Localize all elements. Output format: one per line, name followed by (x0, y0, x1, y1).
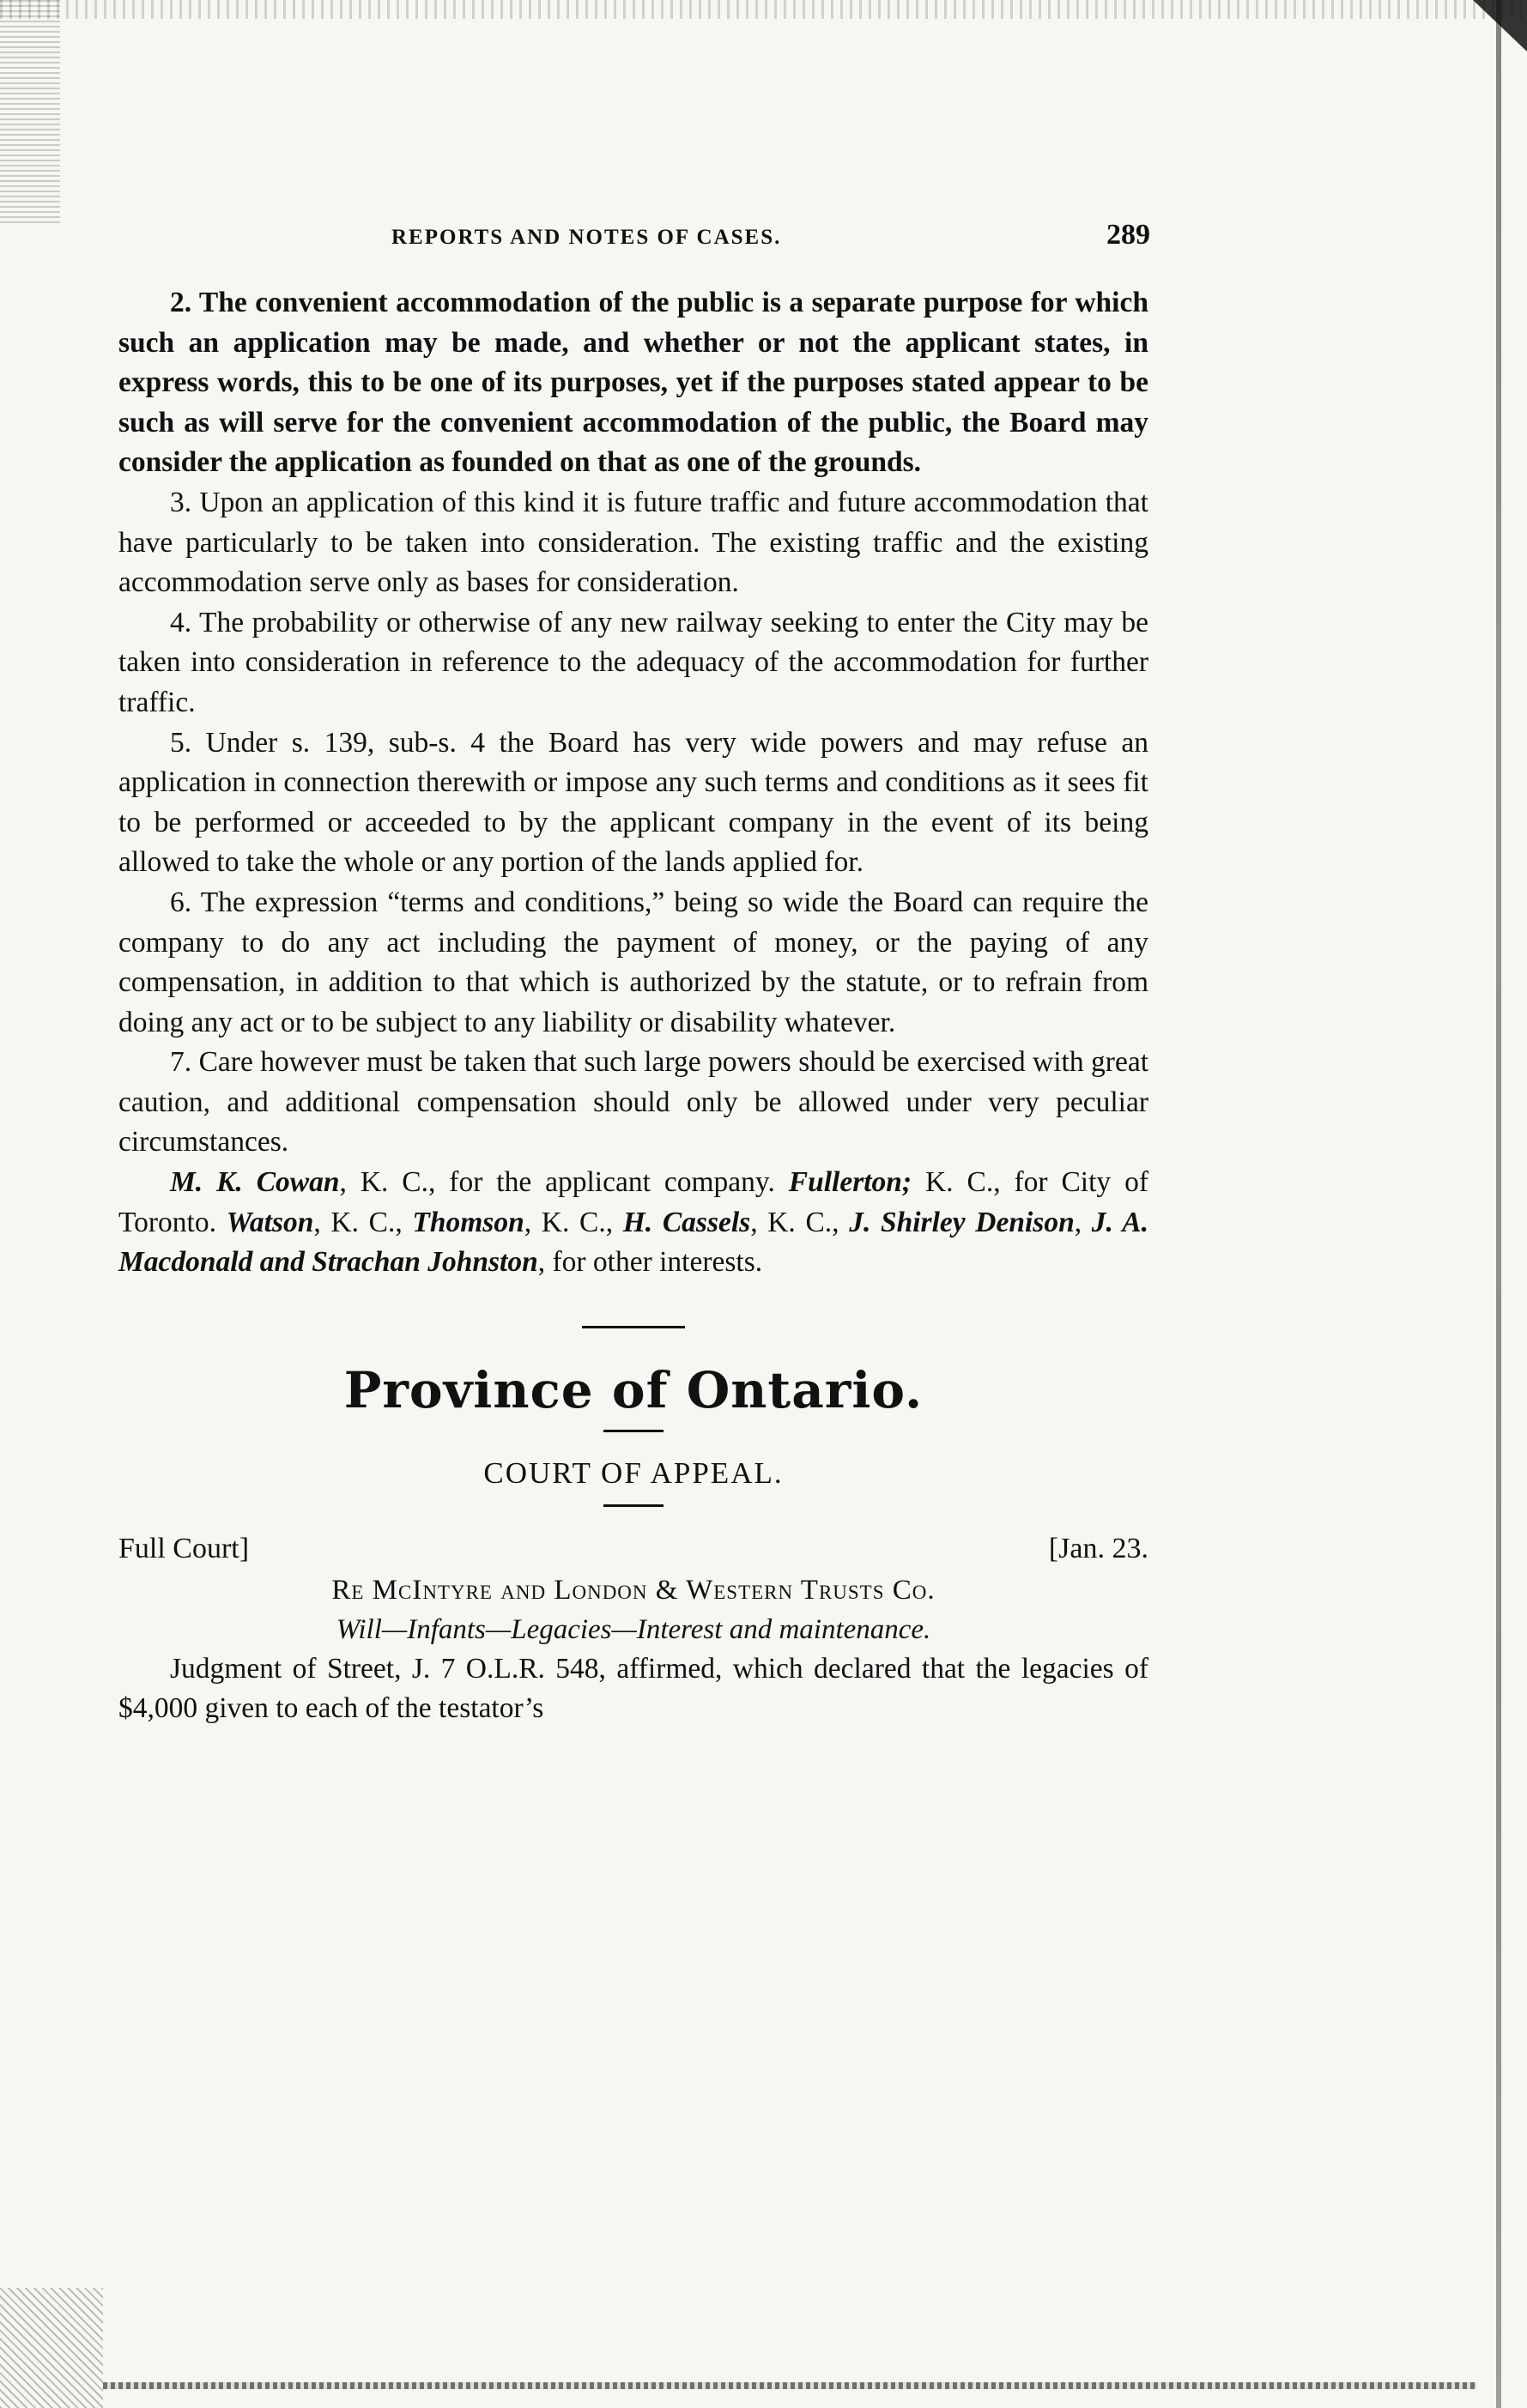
running-head: REPORTS AND NOTES OF CASES. (391, 226, 782, 249)
page-body (118, 283, 1148, 1729)
province-heading: Province of Ontario. (343, 1360, 924, 1419)
heading-divider (603, 1430, 664, 1432)
counsel-text: , (1074, 1206, 1092, 1238)
headnote-paragraph-2: 2. The convenient accommodation of the public is a separate purpose for which such an application may be made, and whether or not the applicant states, in express words, this to be one of its purposes, yet if the purposes stated appear to be such as will serve for the convenient accommodation of the public, the Board may consider the application as founded on that as one of the grounds. (118, 287, 1148, 479)
headnote-paragraph-3: 3. Upon an application of this kind it is future traffic and future accommodation that have particularly to be taken into consideration. The existing traffic and the existing accommodation serve only as bases for consideration. (118, 486, 1148, 599)
counsel-text: , for other interests. (537, 1246, 763, 1279)
counsel-text: , K. C., for the applicant company. (339, 1166, 789, 1199)
case-catchwords: Will—Infants—Legacies—Interest and maintenance. (336, 1613, 931, 1645)
counsel-name: Thomson (412, 1206, 524, 1238)
section-divider (582, 1326, 685, 1328)
headnote-paragraph-7: 7. Care however must be taken that such large powers should be exercised with great caution, and additional compensation should only be allowed under very peculiar circumstances. (118, 1046, 1148, 1159)
court-divider (603, 1504, 664, 1507)
counsel-name: Fullerton; (788, 1166, 912, 1199)
case-title: Re McIntyre and London & Western Trusts Co. (331, 1574, 936, 1606)
scan-artifact-corner-bottom-left (0, 2288, 103, 2408)
page-header (120, 219, 1150, 262)
court-designation: Full Court] (118, 1532, 250, 1564)
scan-artifact-top (0, 0, 1527, 19)
headnote-paragraph-5: 5. Under s. 139, sub-s. 4 the Board has very wide powers and may refuse an application in connection therewith or impose any such terms and conditions as it sees fit to be performed or acceeded to by the applicant company in the event of its being allowed to take the whole or any portion of the lands applied for. (118, 726, 1148, 879)
case-date: [Jan. 23. (1048, 1532, 1148, 1564)
counsel-text: , K. C., (313, 1206, 413, 1238)
counsel-text: K. C., for City of Toronto. (118, 1166, 1148, 1238)
counsel-name: M. K. Cowan (170, 1166, 340, 1199)
scan-artifact-corner-top-left (0, 0, 60, 223)
counsel-paragraph (118, 1163, 1148, 1283)
counsel-text: , K. C., (524, 1206, 623, 1238)
page-number: 289 (1106, 219, 1150, 251)
headnote-paragraph-4: 4. The probability or otherwise of any new railway seeking to enter the City may be taken into consideration in reference to the adequacy of the accommodation for further traffic. (118, 606, 1148, 718)
scan-artifact-right (1496, 0, 1501, 2408)
counsel-name: H. Cassels (622, 1206, 751, 1238)
judgment-paragraph: Judgment of Street, J. 7 O.L.R. 548, affirmed, which declared that the legacies of $4,000 given to each of the testator’s (118, 1652, 1148, 1725)
scan-artifact-bottom (103, 2382, 1476, 2389)
headnote-paragraph-6: 6. The expression “terms and conditions,” being so wide the Board can require the company to do any act including the payment of money, or the paying of any compensation, in addition to that which is authorized by the statute, or to refrain from doing any act or to be subject to any liability or disability whatever. (118, 886, 1148, 1038)
counsel-name: J. Shirley Denison (849, 1206, 1075, 1238)
counsel-text: , K. C., (750, 1206, 850, 1238)
counsel-name: J. A. Macdonald and Strachan Johnston (118, 1206, 1148, 1279)
case-court-date-line (118, 1529, 1148, 1570)
counsel-name: Watson (226, 1206, 314, 1238)
court-heading: COURT OF APPEAL. (483, 1455, 784, 1490)
